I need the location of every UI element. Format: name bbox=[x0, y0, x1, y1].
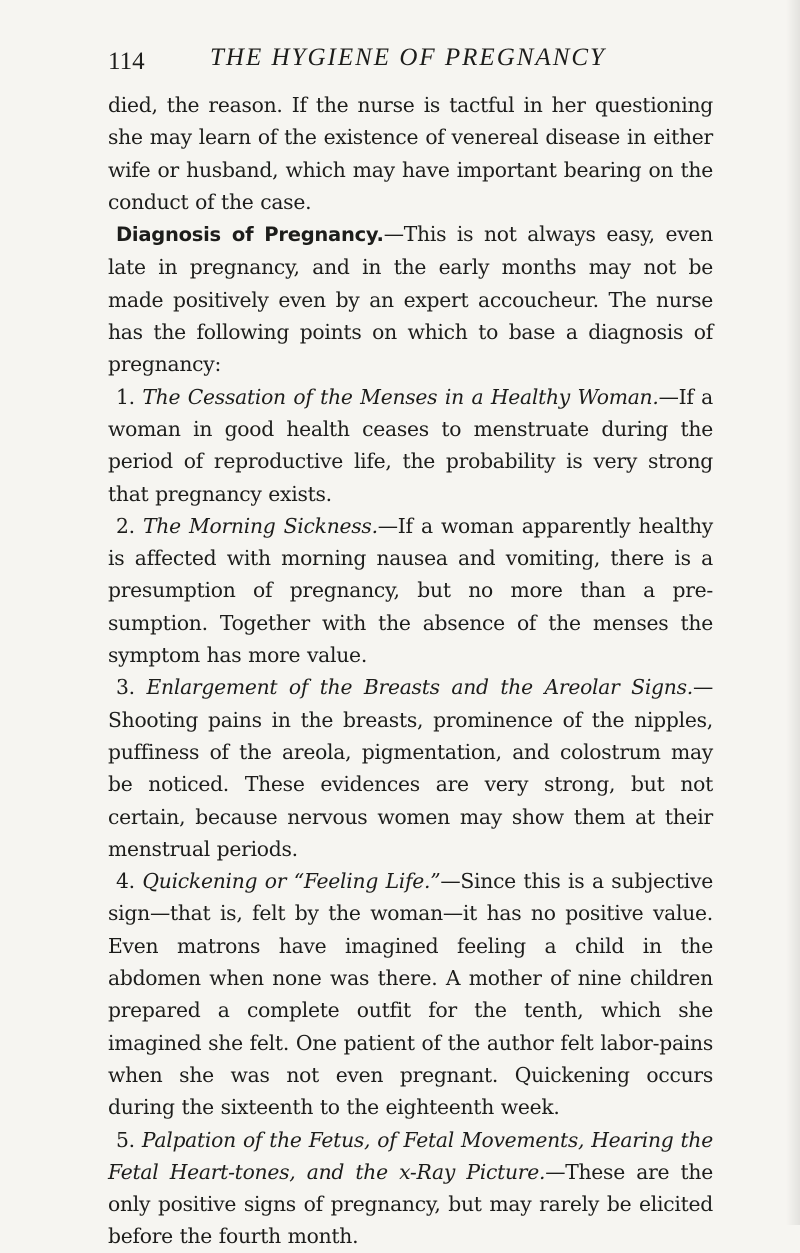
list-item-title: Palpation of the Fetus, of Fetal Movements, Hearing the Fetal Heart-tones, and the x-Ray Picture. bbox=[108, 1127, 713, 1184]
list-item bbox=[108, 381, 713, 510]
paragraph-intro-text: died, the reason. If the nurse is tactful in her questioning she may learn of the existence of venereal disease in either wife or husband, which may have important bearing on the conduct of the case. bbox=[108, 93, 713, 214]
list-item bbox=[108, 671, 713, 865]
list-item-text: —If a woman apparently healthy is affected with morning nausea and vomiting, there is a presumption of pregnancy, but no more than a pre-sumption. Together with the absence of the menses the symptom has more value. bbox=[108, 513, 713, 668]
paragraph-diagnosis bbox=[108, 218, 713, 380]
list-item-number: 4. bbox=[116, 869, 135, 894]
page-header bbox=[108, 44, 708, 78]
body-text bbox=[108, 89, 713, 1253]
list-item-title: The Cessation of the Menses in a Healthy Woman. bbox=[142, 384, 659, 409]
list-item bbox=[108, 510, 713, 671]
list-item-number: 3. bbox=[116, 675, 135, 700]
list-item-title: The Morning Sickness. bbox=[143, 513, 378, 538]
page-number: 114 bbox=[108, 48, 145, 75]
section-heading-text: —This is not always easy, even late in pregnancy, and in the early months may not be made positively even by an expert accoucheur. The nurse has the following points on which to base a diagnosis of pregnancy: bbox=[108, 222, 713, 377]
list-item-text: —If a woman in good health ceases to menstruate during the period of reproductive life, the probability is very strong that pregnancy exists. bbox=[108, 384, 714, 506]
list-item bbox=[108, 1124, 713, 1253]
list-item-text: —Shooting pains in the breasts, prominence of the nipples, puffiness of the areola, pigmentation, and colostrum may be noticed. These evidences are very strong, but not certain, because nervous women may show them at their menstrual periods. bbox=[108, 675, 713, 861]
list-item bbox=[108, 865, 713, 1123]
list-item-title: Enlargement of the Breasts and the Areolar Signs. bbox=[146, 675, 693, 700]
list-item-number: 5. bbox=[116, 1127, 135, 1152]
list-item-number: 1. bbox=[116, 384, 135, 409]
list-item-title: Quickening or “Feeling Life.” bbox=[142, 869, 441, 894]
list-item-text: —Since this is a subjective sign—that is, felt by the woman—it has no positive value. Even matrons have imagined feeling a child in the abdomen when none was there. A mother of nine children prepared a complete outfit for the tenth, which she imagined she felt. One patient of the author felt labor-pains when she was not even pregnant. Quickening occurs during the sixteenth to the eighteenth week. bbox=[108, 869, 713, 1120]
section-heading: Diagnosis of Pregnancy. bbox=[116, 223, 384, 247]
list-item-number: 2. bbox=[116, 513, 135, 538]
list-item-text: —These are the only positive signs of pregnancy, but may rarely be elicited before the fourth month. bbox=[108, 1159, 713, 1249]
paragraph-intro bbox=[108, 89, 713, 218]
running-title: THE HYGIENE OF PREGNANCY bbox=[210, 44, 606, 71]
page-edge-shadow bbox=[786, 0, 800, 1225]
